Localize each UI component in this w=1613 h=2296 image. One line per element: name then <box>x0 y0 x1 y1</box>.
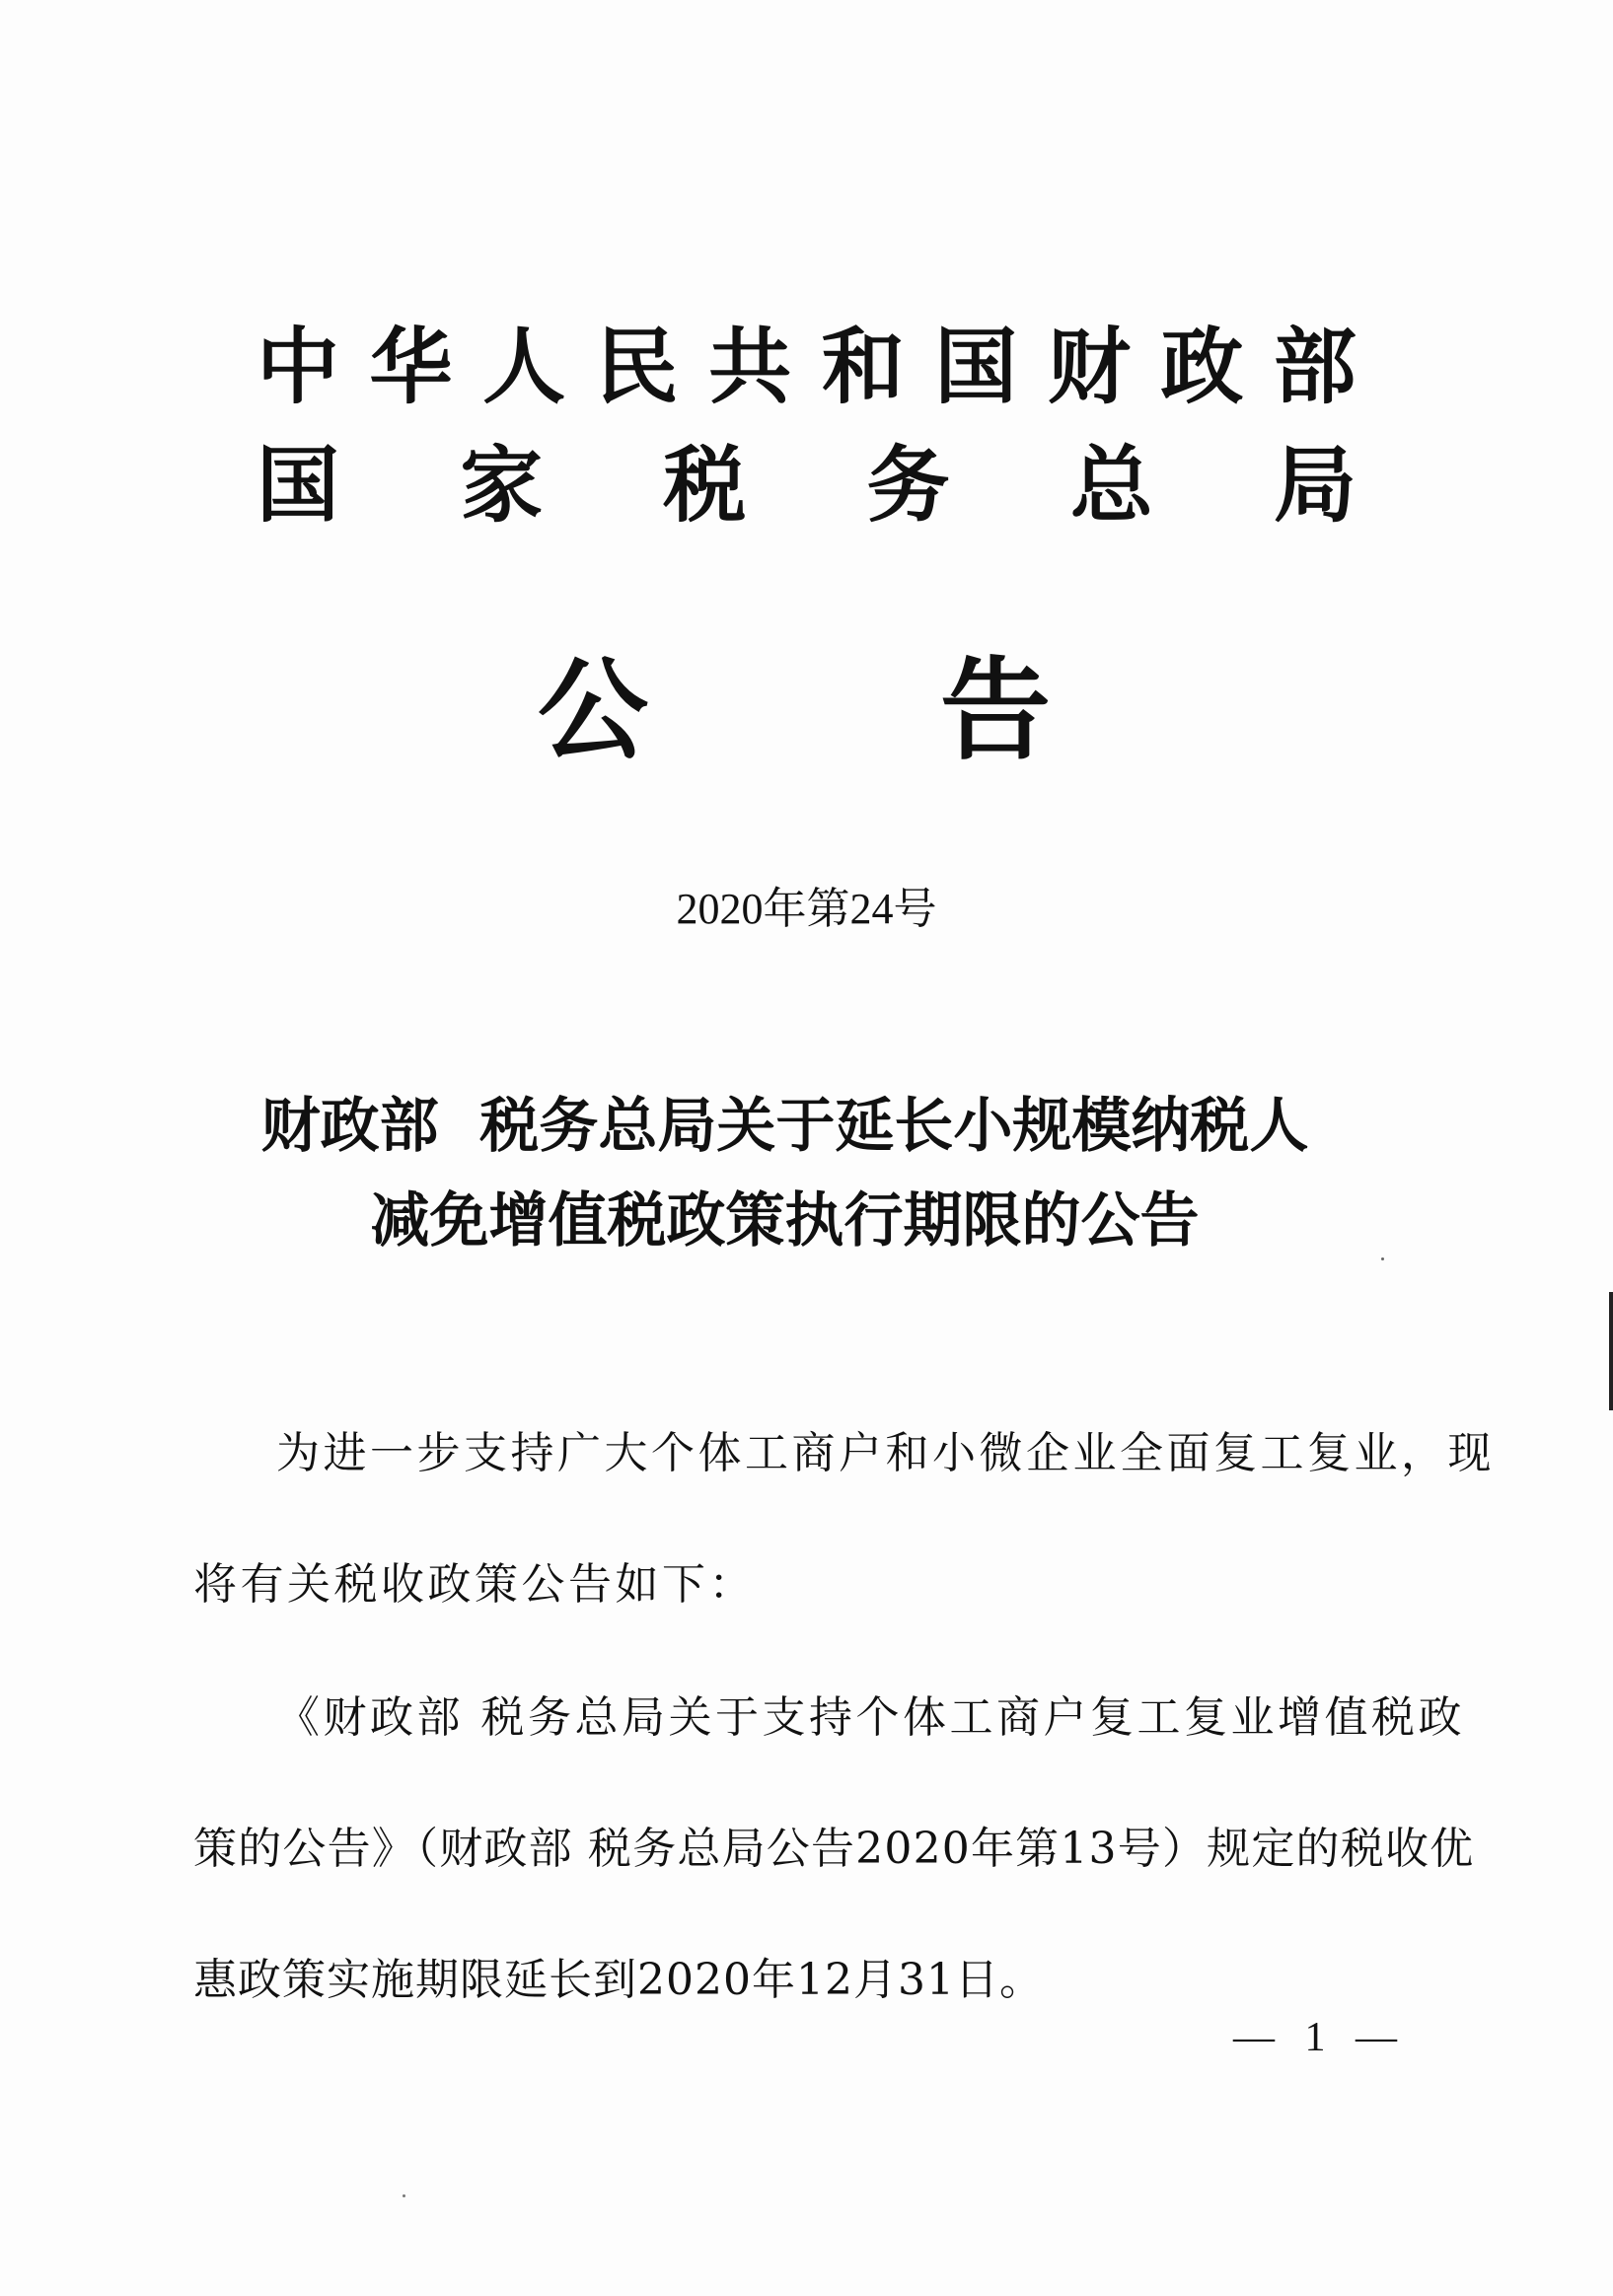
issuer-char: 务 <box>866 436 950 534</box>
issuer-char: 家 <box>460 436 544 534</box>
issuer-char: 部 <box>1273 318 1356 415</box>
scan-speck <box>403 2194 405 2197</box>
issuer-char: 人 <box>482 318 566 415</box>
notice-heading-char: 公 <box>538 646 648 775</box>
scan-edge-mark <box>1609 1292 1613 1410</box>
scan-speck <box>1381 1257 1384 1260</box>
page-number: — 1 — <box>1233 2015 1407 2060</box>
document-title-line-1: 财政部 税务总局关于延长小规模纳税人 <box>260 1092 1309 1161</box>
issuer-char: 和 <box>821 318 905 415</box>
issuer-line-finance-ministry <box>257 318 1356 415</box>
issuer-char: 华 <box>369 318 453 415</box>
issuer-char: 税 <box>663 436 747 534</box>
notice-heading-char: 告 <box>940 646 1051 775</box>
document-title-line-2: 减免增值税政策执行期限的公告 <box>370 1186 1200 1256</box>
body-paragraph-line: 将有关税收政策公告如下： <box>193 1559 756 1610</box>
body-paragraph-line: 惠政策实施期限延长到2020年12月31日。 <box>193 1955 1044 2005</box>
issuer-char: 政 <box>1160 318 1244 415</box>
issuer-char: 财 <box>1047 318 1131 415</box>
issuer-char: 中 <box>257 318 340 415</box>
issuer-char: 共 <box>708 318 792 415</box>
issuer-char: 局 <box>1273 436 1356 534</box>
notice-heading <box>538 646 1051 775</box>
body-paragraph-line: 为进一步支持广大个体工商户和小微企业全面复工复业，现 <box>276 1428 1495 1478</box>
issuer-char: 国 <box>257 436 340 534</box>
issuer-char: 总 <box>1069 436 1153 534</box>
document-number: 2020年第24号 <box>676 885 937 933</box>
issuer-char: 民 <box>595 318 679 415</box>
body-paragraph-line: 《财政部 税务总局关于支持个体工商户复工复业增值税政 <box>276 1692 1465 1743</box>
body-paragraph-line: 策的公告》（财政部 税务总局公告2020年第13号）规定的税收优 <box>193 1824 1475 1874</box>
issuer-char: 国 <box>934 318 1018 415</box>
issuer-line-tax-administration <box>257 436 1356 534</box>
